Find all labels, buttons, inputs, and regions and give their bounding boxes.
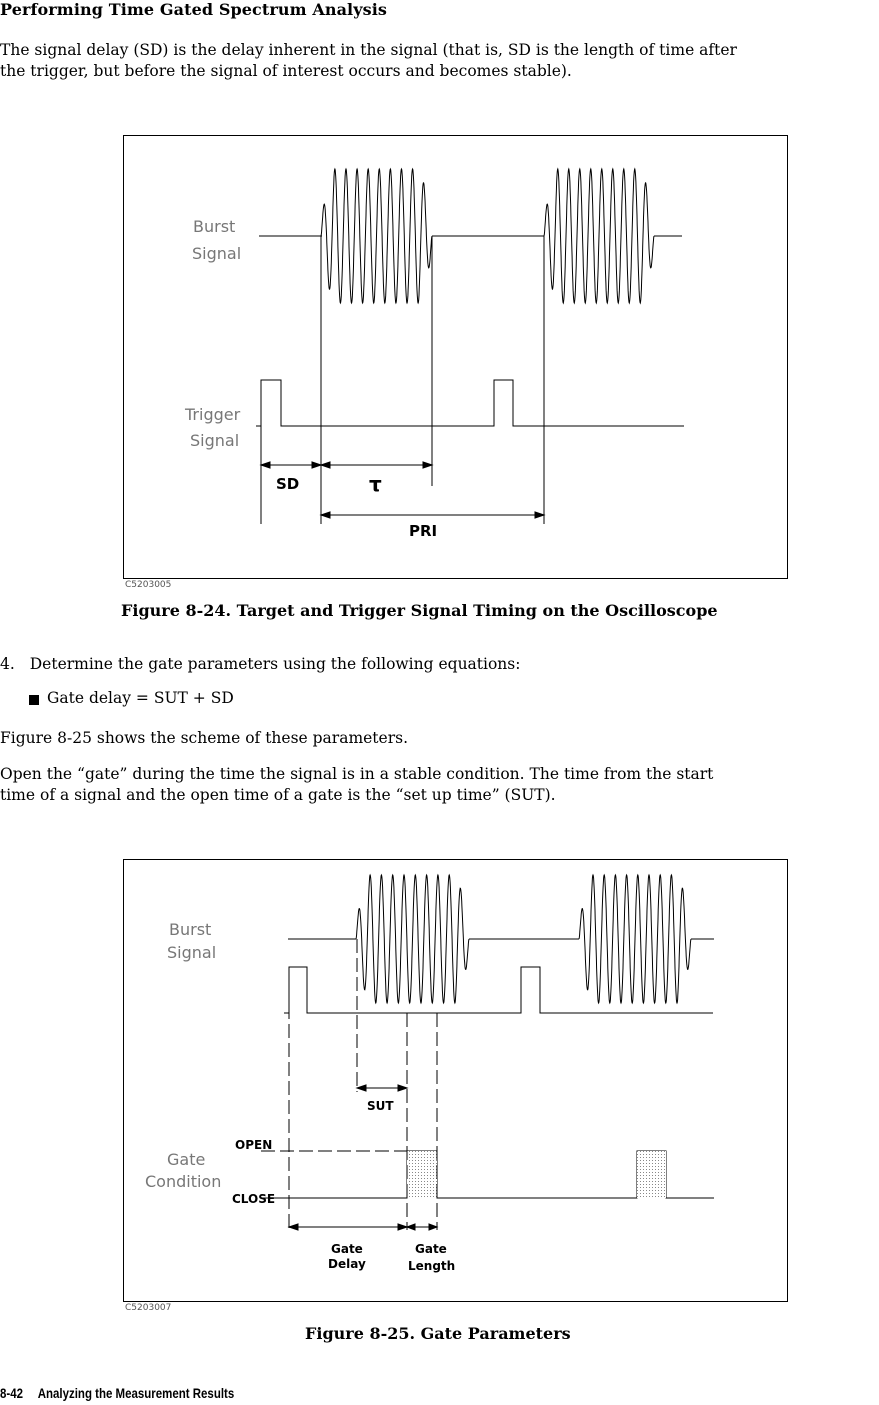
- intro-line-2: the trigger, but before the signal of interest occurs and becomes stable).: [0, 62, 572, 80]
- figure-8-24: [123, 135, 788, 579]
- sd-label: SD: [276, 475, 300, 493]
- burst-signal-label-1: Burst: [193, 217, 236, 236]
- gate-condition-label-1: Gate: [167, 1150, 206, 1169]
- timing-diagram-1: [124, 136, 787, 578]
- gate-delay-label-2: Delay: [328, 1257, 366, 1271]
- scheme-paragraph: Figure 8-25 shows the scheme of these parameters.: [0, 729, 409, 747]
- burst-waveform-1: [356, 875, 469, 1003]
- figure-8-24-id: C5203005: [125, 580, 172, 590]
- figure-8-25-id: C5203007: [125, 1303, 172, 1313]
- gate-delay-label-1: Gate: [331, 1242, 363, 1256]
- section-title: Performing Time Gated Spectrum Analysis: [0, 0, 388, 19]
- burst-waveform-2: [579, 875, 691, 1003]
- gate-delay-equation: Gate delay = SUT + SD: [47, 689, 234, 707]
- gate-condition-label-2: Condition: [145, 1172, 222, 1191]
- gate-length-label-2: Length: [408, 1259, 456, 1273]
- intro-line-1: The signal delay (SD) is the delay inherent in the signal (that is, SD is the length of time after: [0, 41, 737, 59]
- trigger-pulse-line: [284, 967, 713, 1013]
- page-number: 8-42: [0, 1385, 23, 1401]
- tau-label: τ: [369, 472, 382, 496]
- figure-8-24-caption: Figure 8-24. Target and Trigger Signal Timing on the Oscilloscope: [121, 601, 718, 620]
- trigger-signal-label-1: Trigger: [185, 405, 241, 424]
- bullet-marker: [29, 695, 39, 705]
- step-4-text: Determine the gate parameters using the following equations:: [29, 655, 521, 673]
- page-footer: [0, 1385, 249, 1401]
- trigger-signal-label-2: Signal: [190, 431, 240, 450]
- gate-parameter-diagram: [124, 860, 787, 1301]
- figure-8-25-caption: Figure 8-25. Gate Parameters: [305, 1324, 571, 1343]
- burst-signal-label-2: Signal: [192, 244, 242, 263]
- burst-signal-label-2: Signal: [167, 943, 217, 962]
- open-gate-line-2: time of a signal and the open time of a gate is the “set up time” (SUT).: [0, 786, 556, 804]
- open-gate-line-1: Open the “gate” during the time the signal is in a stable condition. The time from the start: [0, 765, 714, 783]
- pri-label: PRI: [409, 522, 438, 540]
- gate-length-label-1: Gate: [415, 1242, 447, 1256]
- burst-signal-label-1: Burst: [169, 920, 212, 939]
- gate-open-fill-2: [637, 1151, 666, 1198]
- figure-8-25: [123, 859, 788, 1302]
- open-label: OPEN: [235, 1138, 273, 1152]
- step-4: [0, 655, 520, 673]
- sut-label: SUT: [367, 1099, 394, 1113]
- burst-waveform-1: [321, 169, 432, 303]
- trigger-pulse-line: [256, 380, 684, 426]
- gate-open-fill-1: [407, 1151, 437, 1198]
- intro-paragraph: [0, 40, 879, 82]
- burst-waveform-2: [544, 169, 654, 303]
- step-4-number: 4.: [0, 655, 15, 673]
- close-label: CLOSE: [232, 1192, 276, 1206]
- chapter-title: Analyzing the Measurement Results: [37, 1385, 235, 1401]
- open-gate-paragraph: [0, 764, 879, 806]
